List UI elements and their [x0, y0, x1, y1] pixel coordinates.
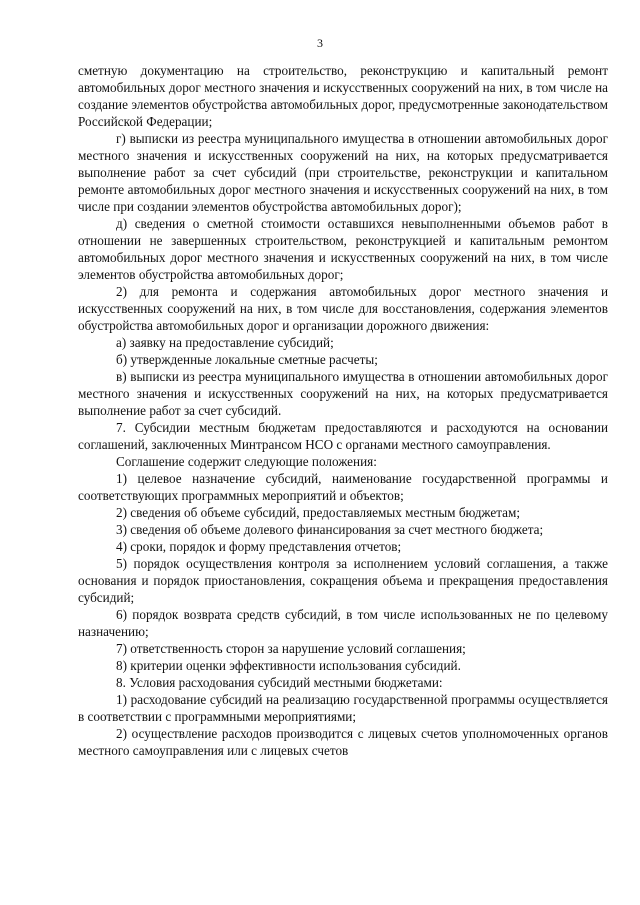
page-number: 3: [317, 36, 323, 50]
paragraph: в) выписки из реестра муниципального имущества в отношении автомобильных дорог местного значения и искусственных сооружений на них, на которых предусматривается выполнение работ за счет субсидий.: [78, 369, 608, 418]
paragraph: 2) для ремонта и содержания автомобильных дорог местного значения и искусственных сооружений на них, в том числе для восстановления, содержания элементов обустройства автомобильных дорог и организации дорожного движения:: [78, 284, 608, 333]
paragraph: 2) сведения об объеме субсидий, предоставляемых местным бюджетам;: [116, 505, 521, 520]
paragraph: 7) ответственность сторон за нарушение условий соглашения;: [116, 641, 466, 656]
paragraph: Соглашение содержит следующие положения:: [116, 454, 377, 469]
paragraph: 1) целевое назначение субсидий, наименование государственной программы и соответствующих программных мероприятий и объектов;: [78, 471, 608, 503]
paragraph: 8. Условия расходования субсидий местными бюджетами:: [116, 675, 443, 690]
paragraph: 2) осуществление расходов производится с лицевых счетов уполномоченных органов местного самоуправления или с лицевых счетов: [78, 726, 608, 758]
paragraph: сметную документацию на строительство, реконструкцию и капитальный ремонт автомобильных дорог местного значения и искусственных сооружений на них, в том числе на создание элементов обустройства автомобильных дорог, предусмотренные законодательством Российской Федерации;: [78, 63, 608, 129]
paragraph: 8) критерии оценки эффективности использования субсидий.: [116, 658, 461, 673]
paragraph: 5) порядок осуществления контроля за исполнением условий соглашения, а также основания и порядок приостановления, сокращения объема и прекращения предоставления субсидий;: [78, 556, 608, 605]
document-body: [78, 62, 608, 759]
paragraph: б) утвержденные локальные сметные расчеты;: [116, 352, 378, 367]
paragraph: а) заявку на предоставление субсидий;: [116, 335, 334, 350]
paragraph: 7. Субсидии местным бюджетам предоставляются и расходуются на основании соглашений, заключенных Минтрансом НСО с органами местного самоуправления.: [78, 420, 608, 452]
paragraph: 6) порядок возврата средств субсидий, в том числе использованных не по целевому назначению;: [78, 607, 608, 639]
paragraph: д) сведения о сметной стоимости оставшихся невыполненными объемов работ в отношении не завершенных строительством, реконструкцией и капитальным ремонтом автомобильных дорог местного значения и искусственных сооружений на них, в том числе элементов обустройства автомобильных дорог;: [78, 216, 608, 282]
paragraph: 1) расходование субсидий на реализацию государственной программы осуществляется в соответствии с программными мероприятиями;: [78, 692, 608, 724]
paragraph: 4) сроки, порядок и форму представления отчетов;: [116, 539, 402, 554]
paragraph: г) выписки из реестра муниципального имущества в отношении автомобильных дорог местного значения и искусственных сооружений на них, на которых предусматривается выполнение работ за счет субсидий (при строительстве, реконструкции и капитальном ремонте автомобильных дорог местного значения и искусственных сооружений на них, в том числе при создании элементов обустройства автомобильных дорог);: [78, 131, 608, 214]
paragraph: 3) сведения об объеме долевого финансирования за счет местного бюджета;: [116, 522, 544, 537]
